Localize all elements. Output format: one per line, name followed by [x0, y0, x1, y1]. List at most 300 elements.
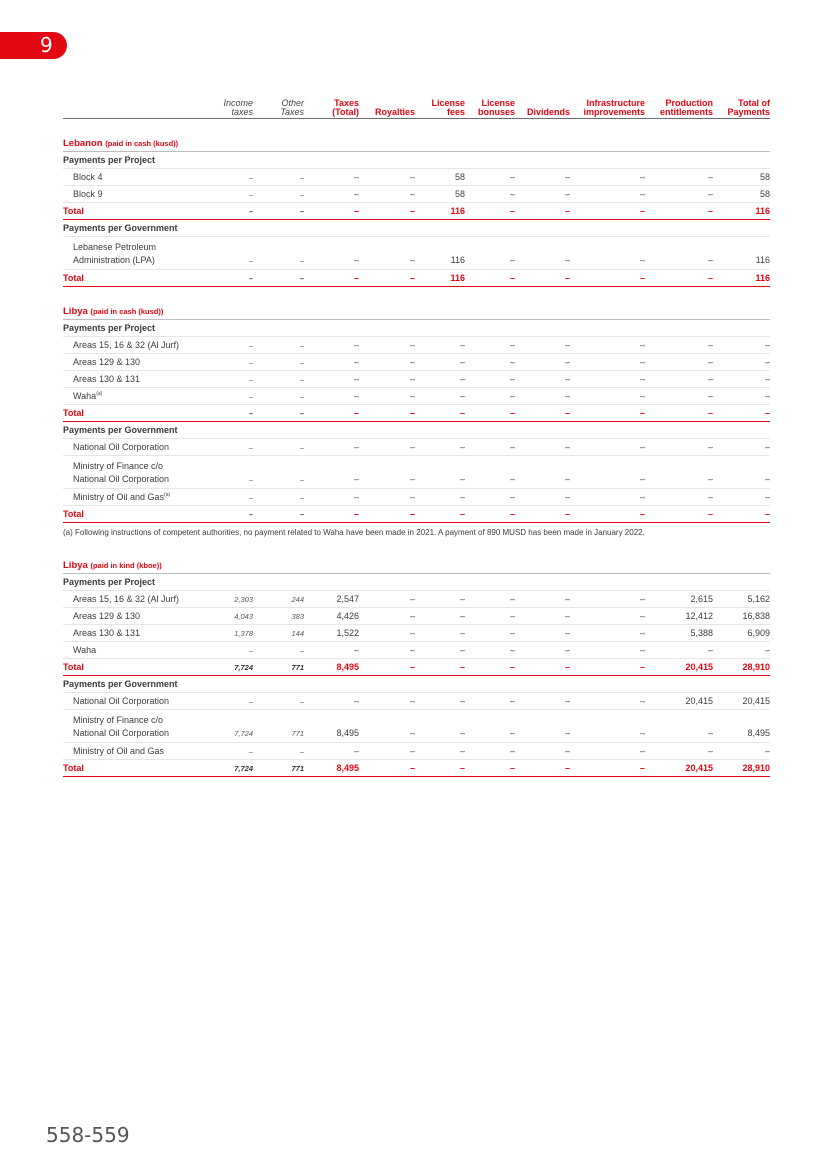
- value-cell: –: [214, 405, 253, 422]
- value-cell: 116: [713, 203, 770, 220]
- value-cell: –: [713, 405, 770, 422]
- column-header-line1: Other: [281, 98, 304, 108]
- row-label-line2: National Oil Corporation: [73, 728, 170, 738]
- row-label: Areas 15, 16 & 32 (Al Jurf): [73, 594, 180, 604]
- value-cell: –: [645, 743, 713, 760]
- value-cell: –: [415, 506, 465, 523]
- value-cell: 116: [415, 237, 465, 270]
- value-cell: 20,415: [713, 693, 770, 710]
- value-cell: –: [304, 743, 359, 760]
- row-label: Ministry of Finance c/o: [73, 461, 164, 471]
- column-header: [415, 96, 465, 119]
- column-header: [214, 96, 253, 119]
- value-cell: –: [713, 388, 770, 405]
- table-row: [63, 625, 770, 642]
- section-spacer: [63, 287, 770, 296]
- value-cell: –: [253, 354, 304, 371]
- value-cell: –: [214, 388, 253, 405]
- value-cell: 58: [713, 186, 770, 203]
- value-cell: –: [304, 186, 359, 203]
- table-row: [63, 489, 770, 506]
- value-cell: –: [570, 439, 645, 456]
- value-cell: –: [465, 237, 515, 270]
- value-cell: –: [304, 693, 359, 710]
- value-cell: 28,910: [713, 760, 770, 777]
- value-cell: –: [515, 659, 570, 676]
- value-cell: 20,415: [645, 760, 713, 777]
- data-label-cell: [63, 439, 214, 456]
- value-cell: 8,495: [713, 710, 770, 743]
- value-cell: 58: [415, 186, 465, 203]
- column-header-line1: Income: [223, 98, 253, 108]
- value-cell: –: [253, 237, 304, 270]
- table-row: [63, 439, 770, 456]
- value-cell: –: [465, 642, 515, 659]
- value-cell: –: [359, 439, 415, 456]
- value-cell: –: [214, 693, 253, 710]
- value-cell: –: [415, 608, 465, 625]
- value-cell: –: [214, 270, 253, 287]
- value-cell: –: [713, 371, 770, 388]
- value-cell: –: [415, 760, 465, 777]
- section-label-cell: [63, 295, 770, 320]
- data-label-cell: [63, 237, 214, 270]
- row-label: Payments per Government: [63, 425, 178, 435]
- table-row: [63, 237, 770, 270]
- total-label-cell: [63, 203, 214, 220]
- value-cell: 4,043: [214, 608, 253, 625]
- value-cell: –: [570, 237, 645, 270]
- value-cell: –: [515, 710, 570, 743]
- table-row: [63, 591, 770, 608]
- spacer-cell: [63, 119, 770, 128]
- column-header: [570, 96, 645, 119]
- value-cell: –: [713, 456, 770, 489]
- value-cell: 6,909: [713, 625, 770, 642]
- subhead-row: [63, 220, 770, 237]
- value-cell: –: [570, 186, 645, 203]
- value-cell: –: [570, 693, 645, 710]
- note-label-cell: [63, 523, 770, 542]
- column-header-line1: Taxes: [334, 98, 359, 108]
- value-cell: –: [359, 169, 415, 186]
- value-cell: –: [645, 710, 713, 743]
- value-cell: –: [645, 237, 713, 270]
- value-cell: –: [415, 710, 465, 743]
- value-cell: –: [465, 186, 515, 203]
- value-cell: –: [415, 439, 465, 456]
- value-cell: –: [515, 405, 570, 422]
- row-label: Waha: [73, 645, 97, 655]
- table-row: [63, 693, 770, 710]
- value-cell: –: [713, 439, 770, 456]
- value-cell: –: [570, 760, 645, 777]
- value-cell: 2,547: [304, 591, 359, 608]
- value-cell: –: [214, 354, 253, 371]
- value-cell: –: [570, 625, 645, 642]
- value-cell: –: [570, 506, 645, 523]
- value-cell: –: [570, 659, 645, 676]
- table-row: [63, 456, 770, 489]
- value-cell: –: [570, 337, 645, 354]
- value-cell: –: [253, 489, 304, 506]
- value-cell: –: [359, 203, 415, 220]
- value-cell: 771: [253, 659, 304, 676]
- value-cell: 7,724: [214, 760, 253, 777]
- column-header-line1: Infrastructure: [586, 98, 645, 108]
- value-cell: –: [645, 439, 713, 456]
- value-cell: –: [465, 506, 515, 523]
- value-cell: –: [515, 456, 570, 489]
- subhead-label-cell: [63, 152, 770, 169]
- value-cell: –: [515, 237, 570, 270]
- value-cell: –: [253, 388, 304, 405]
- data-label-cell: [63, 710, 214, 743]
- row-label: Payments per Project: [63, 155, 156, 165]
- value-cell: –: [359, 388, 415, 405]
- column-header-line1: Production: [665, 98, 713, 108]
- value-cell: –: [570, 388, 645, 405]
- value-cell: –: [570, 642, 645, 659]
- column-header: [253, 96, 304, 119]
- section-unit: (paid in cash (kusd)): [105, 139, 179, 148]
- value-cell: 8,495: [304, 710, 359, 743]
- value-cell: –: [515, 270, 570, 287]
- chapter-number: 9: [40, 33, 53, 57]
- value-cell: –: [214, 337, 253, 354]
- row-label: Total: [63, 662, 84, 672]
- value-cell: –: [465, 710, 515, 743]
- value-cell: –: [415, 371, 465, 388]
- row-label: (a) Following instructions of competent authorities, no payment related to Waha have been made in 2021. A payment of 890 MUSD has been made in January 2022.: [63, 527, 645, 537]
- value-cell: –: [645, 506, 713, 523]
- value-cell: 5,388: [645, 625, 713, 642]
- value-cell: –: [214, 456, 253, 489]
- value-cell: –: [515, 625, 570, 642]
- table-row: [63, 371, 770, 388]
- value-cell: –: [415, 489, 465, 506]
- value-cell: –: [359, 642, 415, 659]
- table-row: [63, 608, 770, 625]
- value-cell: –: [415, 743, 465, 760]
- spacer-cell: [63, 287, 770, 296]
- row-label: Areas 15, 16 & 32 (Al Jurf): [73, 340, 180, 350]
- value-cell: –: [515, 337, 570, 354]
- row-label: Lebanon: [63, 138, 103, 149]
- value-cell: –: [415, 642, 465, 659]
- data-label-cell: [63, 642, 214, 659]
- total-label-cell: [63, 506, 214, 523]
- value-cell: –: [359, 270, 415, 287]
- value-cell: –: [465, 608, 515, 625]
- total-label-cell: [63, 659, 214, 676]
- table-body: [63, 119, 770, 777]
- value-cell: –: [515, 506, 570, 523]
- value-cell: –: [570, 203, 645, 220]
- value-cell: –: [359, 405, 415, 422]
- row-label: Ministry of Oil and Gas: [73, 746, 165, 756]
- row-label: Payments per Government: [63, 679, 178, 689]
- value-cell: –: [645, 489, 713, 506]
- column-header-line2: improvements: [583, 107, 645, 117]
- subhead-label-cell: [63, 676, 770, 693]
- value-cell: 12,412: [645, 608, 713, 625]
- value-cell: –: [713, 354, 770, 371]
- value-cell: –: [713, 743, 770, 760]
- value-cell: –: [570, 743, 645, 760]
- value-cell: –: [214, 439, 253, 456]
- value-cell: –: [570, 608, 645, 625]
- value-cell: 244: [253, 591, 304, 608]
- data-label-cell: [63, 456, 214, 489]
- chapter-tab: [0, 32, 67, 59]
- value-cell: –: [304, 371, 359, 388]
- row-label: Total: [63, 206, 84, 216]
- value-cell: –: [415, 405, 465, 422]
- value-cell: –: [253, 743, 304, 760]
- row-label: Payments per Government: [63, 223, 178, 233]
- value-cell: 2,615: [645, 591, 713, 608]
- value-cell: –: [465, 337, 515, 354]
- value-cell: –: [515, 388, 570, 405]
- value-cell: 2,303: [214, 591, 253, 608]
- value-cell: –: [465, 489, 515, 506]
- value-cell: –: [359, 710, 415, 743]
- value-cell: 7,724: [214, 710, 253, 743]
- value-cell: –: [515, 693, 570, 710]
- section-unit: (paid in kind (kboe)): [90, 561, 162, 570]
- value-cell: –: [515, 371, 570, 388]
- value-cell: –: [253, 693, 304, 710]
- table-row: [63, 642, 770, 659]
- value-cell: –: [645, 169, 713, 186]
- value-cell: –: [570, 456, 645, 489]
- table-row: [63, 743, 770, 760]
- value-cell: –: [570, 371, 645, 388]
- value-cell: –: [359, 337, 415, 354]
- row-label-line2: National Oil Corporation: [73, 474, 170, 484]
- value-cell: –: [645, 405, 713, 422]
- data-label-cell: [63, 591, 214, 608]
- data-label-cell: [63, 354, 214, 371]
- value-cell: –: [304, 388, 359, 405]
- value-cell: –: [253, 642, 304, 659]
- total-label-cell: [63, 405, 214, 422]
- value-cell: 771: [253, 760, 304, 777]
- row-label: Payments per Project: [63, 577, 156, 587]
- value-cell: –: [645, 388, 713, 405]
- value-cell: 7,724: [214, 659, 253, 676]
- table-header-row: [63, 96, 770, 119]
- subhead-label-cell: [63, 320, 770, 337]
- value-cell: –: [465, 388, 515, 405]
- value-cell: 28,910: [713, 659, 770, 676]
- total-row: [63, 659, 770, 676]
- data-label-cell: [63, 186, 214, 203]
- column-header-line2: Royalties: [374, 107, 415, 117]
- table-row: [63, 186, 770, 203]
- table-row: [63, 354, 770, 371]
- value-cell: –: [515, 489, 570, 506]
- column-header-line2: bonuses: [477, 107, 515, 117]
- value-cell: 8,495: [304, 760, 359, 777]
- row-label: Areas 130 & 131: [73, 374, 141, 384]
- value-cell: 5,162: [713, 591, 770, 608]
- value-cell: –: [304, 506, 359, 523]
- row-label: Libya: [63, 306, 88, 317]
- subhead-row: [63, 422, 770, 439]
- row-label: Ministry of Finance c/o: [73, 715, 164, 725]
- payments-table: [63, 96, 770, 777]
- value-cell: 1,378: [214, 625, 253, 642]
- value-cell: –: [304, 489, 359, 506]
- value-cell: –: [415, 693, 465, 710]
- row-label: National Oil Corporation: [73, 696, 170, 706]
- value-cell: –: [713, 506, 770, 523]
- value-cell: –: [645, 456, 713, 489]
- value-cell: –: [515, 169, 570, 186]
- value-cell: –: [515, 203, 570, 220]
- value-cell: –: [253, 456, 304, 489]
- column-header-line2: fees: [446, 107, 465, 117]
- row-label: Libya: [63, 560, 88, 571]
- data-label-cell: [63, 693, 214, 710]
- row-label-line2: Administration (LPA): [73, 255, 155, 265]
- data-label-cell: [63, 608, 214, 625]
- row-label: Areas 129 & 130: [73, 357, 141, 367]
- column-header: [304, 96, 359, 119]
- subhead-label-cell: [63, 422, 770, 439]
- value-cell: –: [515, 608, 570, 625]
- value-cell: 144: [253, 625, 304, 642]
- value-cell: –: [415, 456, 465, 489]
- total-row: [63, 760, 770, 777]
- value-cell: –: [415, 354, 465, 371]
- value-cell: –: [465, 169, 515, 186]
- value-cell: –: [359, 186, 415, 203]
- value-cell: –: [359, 489, 415, 506]
- value-cell: –: [253, 203, 304, 220]
- value-cell: –: [465, 625, 515, 642]
- value-cell: 771: [253, 710, 304, 743]
- value-cell: –: [465, 760, 515, 777]
- table-row: [63, 169, 770, 186]
- subhead-row: [63, 676, 770, 693]
- column-header: [713, 96, 770, 119]
- value-cell: –: [465, 591, 515, 608]
- value-cell: –: [570, 710, 645, 743]
- value-cell: 116: [713, 237, 770, 270]
- column-header-line2: taxes: [231, 107, 253, 117]
- value-cell: –: [304, 237, 359, 270]
- value-cell: –: [415, 591, 465, 608]
- data-label-cell: [63, 337, 214, 354]
- value-cell: –: [359, 743, 415, 760]
- value-cell: –: [359, 237, 415, 270]
- value-cell: 4,426: [304, 608, 359, 625]
- value-cell: –: [304, 203, 359, 220]
- row-label: Waha: [73, 391, 97, 401]
- table-row: [63, 710, 770, 743]
- value-cell: –: [645, 186, 713, 203]
- section-spacer: [63, 541, 770, 549]
- column-header: [359, 96, 415, 119]
- value-cell: –: [253, 405, 304, 422]
- page-number: 558-559: [46, 1123, 130, 1147]
- section-label-cell: [63, 127, 770, 152]
- value-cell: 58: [415, 169, 465, 186]
- value-cell: –: [645, 371, 713, 388]
- value-cell: –: [570, 489, 645, 506]
- value-cell: –: [570, 354, 645, 371]
- total-label-cell: [63, 270, 214, 287]
- value-cell: –: [465, 354, 515, 371]
- value-cell: –: [253, 371, 304, 388]
- value-cell: –: [304, 337, 359, 354]
- total-row: [63, 270, 770, 287]
- value-cell: –: [214, 169, 253, 186]
- value-cell: –: [214, 489, 253, 506]
- value-cell: –: [214, 642, 253, 659]
- data-label-cell: [63, 743, 214, 760]
- value-cell: –: [304, 354, 359, 371]
- value-cell: –: [415, 388, 465, 405]
- value-cell: –: [415, 625, 465, 642]
- subhead-row: [63, 152, 770, 169]
- value-cell: –: [465, 743, 515, 760]
- value-cell: –: [465, 270, 515, 287]
- column-header: [645, 96, 713, 119]
- note-row: [63, 523, 770, 542]
- value-cell: –: [214, 506, 253, 523]
- value-cell: –: [359, 608, 415, 625]
- value-cell: –: [304, 270, 359, 287]
- total-label-cell: [63, 760, 214, 777]
- value-cell: –: [465, 405, 515, 422]
- row-label: Total: [63, 273, 84, 283]
- value-cell: –: [465, 456, 515, 489]
- value-cell: –: [645, 642, 713, 659]
- subhead-row: [63, 574, 770, 591]
- header-label-column: [63, 96, 214, 119]
- column-header: [465, 96, 515, 119]
- value-cell: –: [465, 371, 515, 388]
- table-row: [63, 388, 770, 405]
- value-cell: 16,838: [713, 608, 770, 625]
- value-cell: 8,495: [304, 659, 359, 676]
- footnote-marker: (a): [164, 492, 171, 498]
- value-cell: –: [359, 591, 415, 608]
- table-row: [63, 337, 770, 354]
- value-cell: –: [359, 371, 415, 388]
- value-cell: 20,415: [645, 659, 713, 676]
- section-row: [63, 295, 770, 320]
- value-cell: –: [465, 659, 515, 676]
- value-cell: –: [465, 203, 515, 220]
- value-cell: –: [359, 456, 415, 489]
- value-cell: 58: [713, 169, 770, 186]
- value-cell: –: [253, 186, 304, 203]
- value-cell: –: [415, 659, 465, 676]
- value-cell: –: [214, 203, 253, 220]
- row-label: Total: [63, 509, 84, 519]
- column-header-line2: Taxes: [280, 107, 304, 117]
- value-cell: 1,522: [304, 625, 359, 642]
- spacer-cell: [63, 541, 770, 549]
- row-label: Payments per Project: [63, 323, 156, 333]
- value-cell: –: [359, 693, 415, 710]
- value-cell: –: [214, 371, 253, 388]
